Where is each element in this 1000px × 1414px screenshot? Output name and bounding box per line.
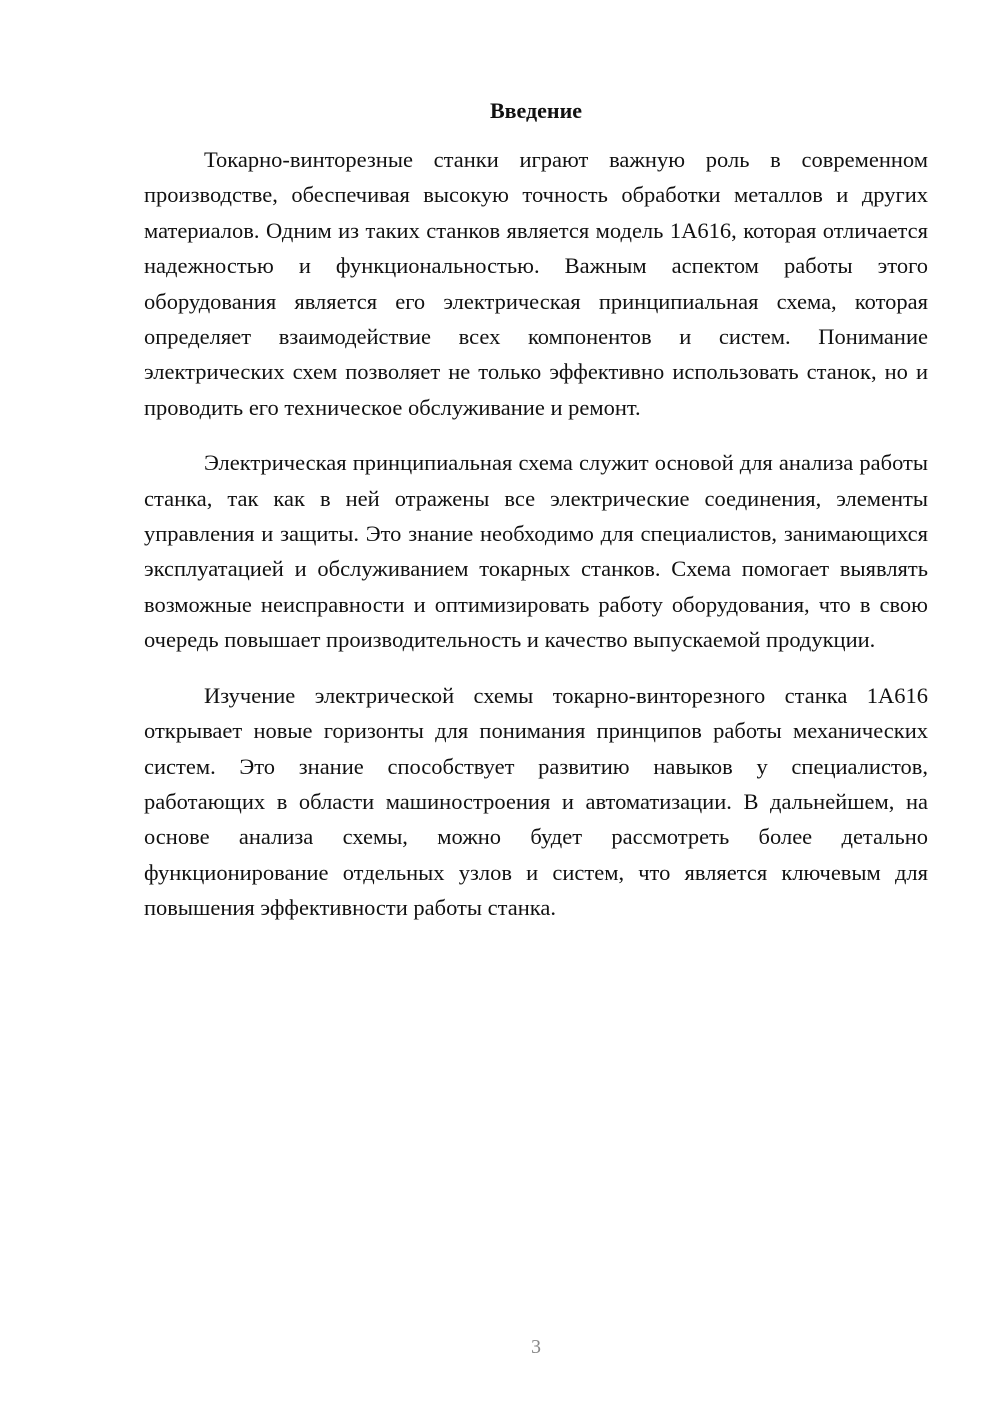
body-text xyxy=(144,142,928,946)
paragraph-1: Токарно-винторезные станки играют важную роль в современном производстве, обеспечивая высокую точность обработки металлов и других материалов. Одним из таких станков является модель 1А616, которая отличается надежностью и функциональностью. Важным аспектом работы этого оборудования является его электрическая принципиальная схема, которая определяет взаимодействие всех компонентов и систем. Понимание электрических схем позволяет не только эффективно использовать станок, но и проводить его техническое обслуживание и ремонт. xyxy=(144,147,928,420)
page-number: 3 xyxy=(531,1336,541,1358)
section-heading: Введение xyxy=(489,98,583,123)
paragraph-2: Электрическая принципиальная схема служит основой для анализа работы станка, так как в ней отражены все электрические соединения, элементы управления и защиты. Это знание необходимо для специалистов, занимающихся эксплуатацией и обслуживанием токарных станков. Схема помогает выявлять возможные неисправности и оптимизировать работу оборудования, что в свою очередь повышает производительность и качество выпускаемой продукции. xyxy=(144,450,928,653)
paragraph-3: Изучение электрической схемы токарно-винторезного станка 1А616 открывает новые горизонты для понимания принципов работы механических систем. Это знание способствует развитию навыков у специалистов, работающих в области машиностроения и автоматизации. В дальнейшем, на основе анализа схемы, можно будет рассмотреть более детально функционирование отдельных узлов и систем, что является ключевым для повышения эффективности работы станка. xyxy=(144,682,928,921)
